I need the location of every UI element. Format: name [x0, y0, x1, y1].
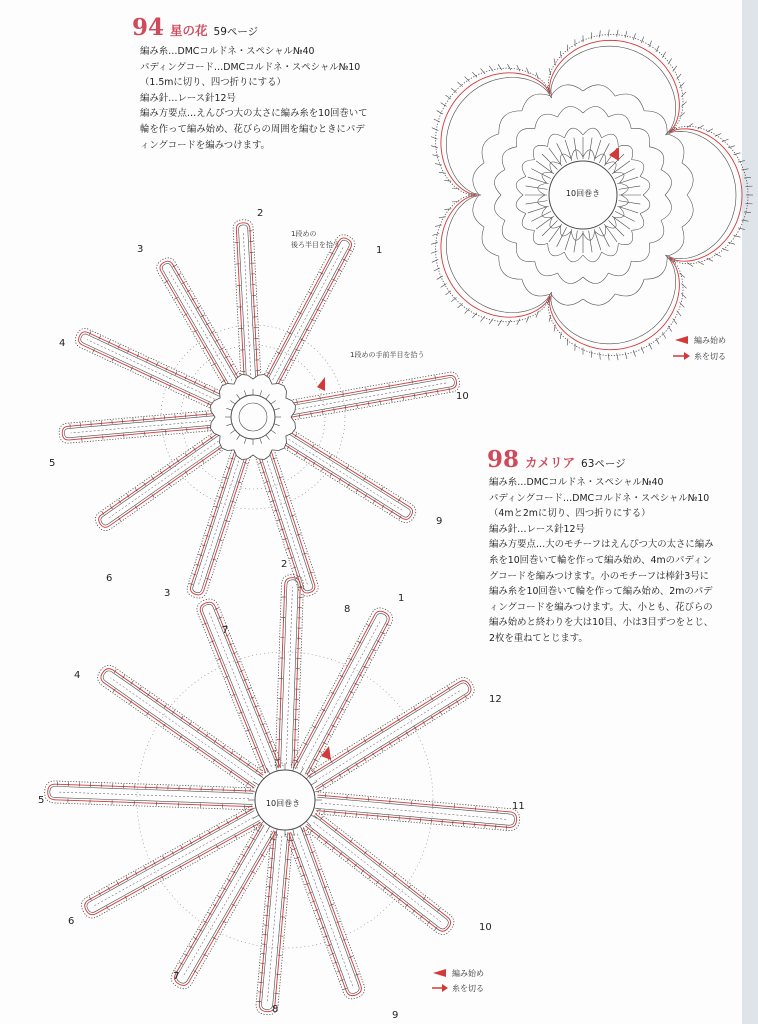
chain-arch: [644, 111, 667, 134]
flower94-legend-start: 編み始め: [694, 336, 726, 345]
stitch-mark: [536, 73, 539, 80]
chain-arch: [499, 111, 522, 134]
pattern98-line: （4mと2mに切り、四つ折りにする）: [489, 508, 651, 520]
pattern98-line: グコードを編みつけます。小のモチーフは棒針3号に: [489, 570, 709, 582]
star-small-note-back: 後ろ半目を拾う: [291, 241, 340, 249]
stitch-mark: [594, 229, 601, 250]
stitch-mark: [528, 206, 549, 213]
star-large-legend-cut: 糸を切る: [452, 984, 484, 993]
stitch-mark: [357, 404, 358, 408]
stitch-mark: [526, 68, 529, 74]
stitch-mark: [389, 384, 390, 388]
stitch-mark: [741, 220, 748, 221]
chain-arch: [542, 172, 552, 183]
pattern94-number: 94: [132, 14, 165, 41]
stitch-mark: [517, 319, 520, 325]
chain-arch: [502, 220, 517, 243]
chain-arch: [583, 252, 602, 262]
chain-arch: [615, 94, 644, 111]
stitch-mark: [617, 353, 618, 360]
chain-arch: [516, 128, 535, 147]
stitch-mark: [722, 248, 729, 251]
chain-arch: [583, 85, 615, 96]
stitch-mark: [574, 231, 577, 253]
padding-cord: [190, 451, 247, 595]
start-marker-icon: [433, 969, 446, 977]
stitch-mark: [649, 41, 652, 47]
chain-arch: [522, 279, 551, 296]
stitch-mark: [594, 140, 601, 161]
chain-arch: [522, 94, 551, 111]
start-marker-icon: [321, 746, 331, 760]
stitch-mark: [517, 65, 520, 71]
stitch-mark: [528, 177, 549, 184]
chain-arch: [494, 170, 505, 195]
chain-arch: [494, 195, 505, 220]
pattern98-line: 編み針…レース針12号: [489, 523, 585, 535]
stitch-mark: [297, 400, 298, 404]
stitch-mark: [472, 72, 477, 77]
chain-arch: [632, 214, 644, 231]
stitch-mark: [391, 398, 392, 402]
stitch-mark: [444, 180, 451, 181]
star-large-petal-number: 10: [479, 922, 492, 933]
chain-arch: [499, 256, 522, 279]
stitch-mark: [600, 353, 601, 360]
stitch-mark: [567, 338, 568, 345]
star-large-petal-number: 5: [38, 795, 45, 806]
stitch-mark: [560, 332, 561, 339]
star-large-petal-number: 4: [74, 670, 81, 681]
pattern94-line: 編み方要点…えんぴつ大の太さに編み糸を10回巻いて: [140, 108, 368, 120]
pattern94-line: 輪を作って編み始め、花びらの周囲を編むときにパデ: [140, 123, 365, 135]
stitch-mark: [633, 33, 635, 40]
padding-cord: [99, 433, 226, 527]
stitch-mark: [741, 169, 748, 170]
chain-arch: [535, 114, 558, 129]
chain-arch: [608, 114, 631, 129]
stitch-mark: [687, 263, 693, 267]
stitch-mark: [253, 782, 259, 786]
stitch-mark: [600, 30, 601, 37]
chain-arch: [522, 160, 534, 177]
padding-cord: [160, 261, 240, 387]
petal-spine: [289, 439, 404, 511]
petal-spine: [198, 457, 240, 586]
stitch-mark: [744, 212, 751, 213]
stitch-mark: [565, 229, 572, 250]
chain-arch: [551, 85, 583, 96]
petal-inner: [202, 604, 278, 772]
stitch-mark: [680, 112, 685, 116]
stitch-mark: [366, 388, 367, 392]
petal-inner: [295, 613, 387, 774]
star-small-petal-number: 2: [257, 208, 264, 219]
petal-outline: [95, 431, 227, 531]
petal-outline: [303, 811, 453, 935]
petal-spine: [94, 817, 253, 905]
chain-arch: [522, 214, 534, 231]
stitch-mark: [557, 143, 567, 163]
petal-spine: [243, 231, 251, 375]
stitch-mark: [426, 392, 427, 396]
star-small-chart: [59, 220, 459, 598]
stitch-mark: [677, 311, 681, 316]
stitch-mark: [498, 64, 502, 70]
petal-outline: [306, 677, 474, 792]
padding-cord: [174, 824, 275, 986]
stitch-mark: [531, 211, 551, 221]
petal-outline: [286, 826, 365, 998]
chain-arch: [661, 170, 672, 195]
stitch-mark: [698, 261, 704, 265]
stitch-mark: [681, 293, 686, 298]
stitch-mark: [431, 242, 438, 244]
chain-arch: [542, 207, 552, 218]
stitch-mark: [299, 414, 300, 418]
stitch-mark: [715, 133, 721, 136]
stitch-mark: [300, 768, 304, 774]
petal-spine: [184, 831, 268, 976]
stitch-mark: [526, 316, 529, 322]
pattern94-title: 星の花: [170, 23, 208, 38]
stitch-mark: [617, 30, 618, 37]
chain-arch: [482, 134, 499, 163]
stitch-mark: [439, 172, 446, 173]
chain-arch: [614, 172, 624, 183]
stitch-mark: [681, 92, 686, 97]
chain-arch: [564, 128, 583, 138]
chain-arch: [583, 128, 602, 138]
star-large-petal-number: 9: [392, 1010, 399, 1021]
pattern98-line: 編み糸…DMCコルドネ・スペシャル№40: [489, 477, 664, 488]
stitch-mark: [707, 129, 713, 132]
chain-arch: [564, 252, 583, 262]
pattern98-line: パディングコード…DMCコルドネ・スペシャル№10: [489, 492, 710, 504]
chain-arch: [640, 195, 650, 214]
star-large-petal-number: 3: [164, 588, 171, 599]
stitch-mark: [507, 64, 511, 70]
stitch-mark: [311, 412, 312, 416]
chain-arch: [632, 160, 644, 177]
pattern94-line: 編み糸…DMCコルドネ・スペシャル№40: [140, 46, 315, 57]
petal-outline: [262, 235, 355, 388]
star-large-petal-number: 11: [512, 801, 525, 812]
chain-arch: [602, 244, 619, 256]
chain-arch: [516, 195, 526, 214]
chain-arch: [583, 294, 615, 305]
stitch-mark: [314, 790, 321, 792]
petal-spine: [87, 340, 215, 400]
stitch-mark: [334, 408, 335, 412]
petal-spine: [71, 421, 211, 433]
chain-arch: [558, 273, 583, 284]
stitch-mark: [526, 201, 548, 204]
chain-arch: [615, 279, 644, 296]
padding-cord: [282, 431, 413, 519]
pattern94-line: 編み針…レース針12号: [140, 92, 236, 104]
stitch-mark: [432, 259, 438, 262]
stitch-mark: [744, 177, 751, 178]
start-marker-icon: [317, 377, 325, 391]
stitch-mark: [498, 320, 502, 326]
chain-arch: [551, 294, 583, 305]
pattern98-page-ref: 63ページ: [581, 458, 626, 470]
petal-inner: [81, 334, 221, 405]
petal-spine: [302, 621, 380, 768]
stitch-mark: [681, 284, 686, 289]
stitch-mark: [531, 169, 551, 179]
stitch-mark: [432, 234, 439, 236]
stitch-mark: [615, 169, 635, 179]
start-marker-icon: [675, 336, 688, 344]
petal-inner: [316, 797, 514, 825]
star-large-center-label: 10回巻き: [265, 799, 301, 808]
chain-arch: [631, 128, 650, 147]
flower94-center-label: 10回巻き: [565, 189, 601, 198]
chain-arch: [560, 226, 571, 236]
chain-arch: [682, 163, 693, 195]
petal-outline: [280, 429, 416, 523]
star-small-petal-number: 10: [456, 391, 469, 402]
chain-arch: [482, 227, 499, 256]
stitch-mark: [439, 217, 446, 218]
padding-cord: [101, 669, 263, 788]
stitch-mark: [617, 206, 638, 213]
chain-arch: [548, 134, 565, 146]
stitch-mark: [687, 124, 693, 128]
chain-arch: [502, 147, 517, 170]
star-small-petal-number: 4: [59, 338, 66, 349]
stitch-mark: [507, 320, 511, 326]
stitch-mark: [432, 155, 439, 157]
stitch-mark: [589, 231, 592, 253]
stitch-mark: [449, 388, 450, 392]
star-small-petal-number: 5: [49, 458, 56, 469]
stitch-mark: [567, 45, 568, 52]
stitch-mark: [414, 394, 415, 398]
petal-spine: [273, 247, 344, 380]
petal-inner: [177, 825, 274, 983]
stitch-mark: [322, 410, 323, 414]
chain-arch: [649, 220, 664, 243]
chain-arch: [661, 195, 672, 220]
petal-inner: [162, 263, 238, 386]
petal-inner: [267, 240, 350, 385]
star-large-petal-number: 1: [398, 593, 405, 604]
stitch-mark: [560, 51, 561, 58]
stitch-mark: [311, 782, 317, 786]
chain-arch: [608, 261, 631, 276]
star-small-petal-number: 6: [106, 573, 113, 584]
star-small-petal-number: 3: [137, 244, 144, 255]
chain-arch: [595, 154, 606, 164]
cut-arrow-icon: [684, 352, 690, 360]
star-large-petal-number: 7: [173, 971, 180, 982]
pattern98-line: 編み方要点…大のモチーフはえんぴつ大の太さに編み: [489, 539, 714, 551]
stitch-mark: [343, 392, 344, 396]
chain-arch: [682, 195, 693, 227]
stitch-mark: [589, 138, 592, 160]
chain-arch: [473, 163, 484, 195]
star-small-note-back: 1段めの: [291, 230, 317, 238]
petal-spine: [267, 836, 282, 1002]
petal-inner: [64, 416, 215, 438]
padding-cord: [265, 238, 352, 387]
stitch-mark: [633, 350, 635, 357]
chain-arch: [631, 243, 650, 262]
stitch-mark: [437, 390, 438, 394]
stitch-mark: [615, 211, 635, 221]
pattern94-page-ref: 59ページ: [213, 26, 259, 38]
pattern94-line: パディングコード…DMCコルドネ・スペシャル№10: [140, 61, 361, 73]
chain-arch: [640, 176, 650, 195]
stitch-mark: [625, 31, 627, 38]
petal-inner: [87, 811, 260, 913]
chain-arch: [516, 243, 535, 262]
stitch-mark: [432, 128, 438, 131]
chain-arch: [667, 227, 684, 256]
stitch-mark: [300, 826, 304, 832]
stitch-mark: [557, 227, 567, 247]
star-large-petal-number: 6: [68, 916, 75, 927]
petal-inner: [290, 378, 455, 415]
pattern98-line: 編み糸を10回巻いて輪を作って編み始め、2mのパデ: [489, 586, 713, 598]
padding-cord: [79, 332, 222, 407]
stitch-mark: [738, 228, 745, 229]
pattern98-title: カメリア: [525, 455, 576, 470]
stitch-mark: [625, 352, 627, 359]
petal-spine: [316, 690, 462, 781]
pattern98-line: 編み始めと終わりを大は10目、小は3目ずつをとじ、: [489, 617, 714, 629]
stitch-mark: [619, 186, 641, 189]
chain-arch: [558, 106, 583, 117]
stitch-mark: [599, 143, 609, 163]
stitch-mark: [673, 66, 677, 72]
stitch-mark: [253, 815, 259, 819]
stitch-mark: [472, 313, 477, 318]
star-large-petal-number: 8: [272, 1004, 279, 1015]
padding-cord: [200, 602, 280, 773]
stitch-mark: [431, 137, 438, 140]
petal-spine: [107, 441, 218, 519]
stitch-mark: [435, 225, 442, 226]
star-small-petal-number: 7: [222, 625, 229, 636]
flower94-legend-cut: 糸を切る: [694, 352, 726, 361]
chain-arch: [614, 207, 624, 218]
star-small-petal-number: 8: [344, 604, 351, 615]
padding-cord: [289, 827, 362, 995]
chain-arch: [602, 134, 619, 146]
start-marker-icon: [609, 147, 619, 161]
chain-arch: [595, 226, 606, 236]
stitch-mark: [617, 177, 638, 184]
stitch-mark: [574, 138, 577, 160]
pattern98-line: ィングコードを編みつけます。大、小とも、花びらの: [489, 601, 713, 613]
stitch-mark: [267, 826, 271, 832]
stitch-mark: [668, 58, 672, 64]
chain-arch: [560, 154, 571, 164]
stitch-mark: [380, 400, 381, 404]
stitch-mark: [412, 380, 413, 384]
chain-arch: [667, 134, 684, 163]
cut-arrow-icon: [442, 984, 448, 992]
petal-spine: [57, 792, 249, 799]
chain-arch: [649, 147, 664, 170]
stitch-mark: [608, 30, 609, 37]
stitch-mark: [345, 406, 346, 410]
stitch-mark: [444, 209, 451, 210]
stitch-mark: [619, 201, 641, 204]
stitch-mark: [526, 186, 548, 189]
star-large-chart: [45, 575, 520, 1015]
chain-arch: [583, 106, 608, 117]
stitch-mark: [435, 375, 436, 379]
star-large-petal-number: 12: [489, 694, 502, 705]
pattern94-line: ィングコードを編みつけます。: [140, 139, 270, 151]
petal-outline: [98, 665, 265, 790]
pattern98-number: 98: [487, 446, 520, 473]
petal-inner: [193, 452, 246, 593]
star-large-petal-number: 2: [281, 559, 288, 570]
star-small-petal-number: 1: [376, 245, 383, 256]
stitch-mark: [536, 311, 539, 318]
stitch-mark: [681, 102, 686, 107]
petal-outline: [157, 258, 243, 389]
stitch-mark: [656, 338, 659, 344]
stitch-mark: [368, 402, 369, 406]
stitch-mark: [403, 396, 404, 400]
stitch-mark: [677, 74, 681, 79]
padding-cord: [308, 681, 471, 790]
chain-arch: [583, 273, 608, 284]
stitch-mark: [608, 353, 609, 360]
star-large-legend-start: 編み始め: [452, 969, 484, 978]
stitch-mark: [599, 227, 609, 247]
pattern94-line: （1.5mに切り、四つ折りにする）: [140, 77, 286, 89]
chain-arch: [473, 195, 484, 227]
star-small-petal-number: 9: [436, 516, 443, 527]
petal-inner: [309, 683, 469, 788]
stitch-mark: [715, 254, 721, 257]
chain-arch: [548, 244, 565, 256]
pattern98-line: 糸を10回巻いて輪を作って編み始め、4mのパディン: [489, 554, 712, 566]
chain-arch: [535, 261, 558, 276]
center-ring: [231, 395, 275, 439]
stitch-mark: [738, 161, 745, 162]
stitch-mark: [320, 396, 321, 400]
stitch-mark: [680, 273, 685, 277]
star-small-note-front: 1段めの手前半目を拾う: [350, 351, 425, 359]
stitch-mark: [565, 140, 572, 161]
chain-arch: [516, 176, 526, 195]
petal-spine: [286, 587, 292, 764]
padding-cord: [258, 451, 315, 593]
stitch-mark: [431, 251, 438, 254]
stitch-mark: [435, 164, 442, 165]
stitch-mark: [431, 146, 438, 148]
petal-inner: [291, 828, 359, 993]
pattern98-line: 2枚を重ねてとじます。: [489, 632, 588, 644]
chain-arch: [644, 256, 667, 279]
